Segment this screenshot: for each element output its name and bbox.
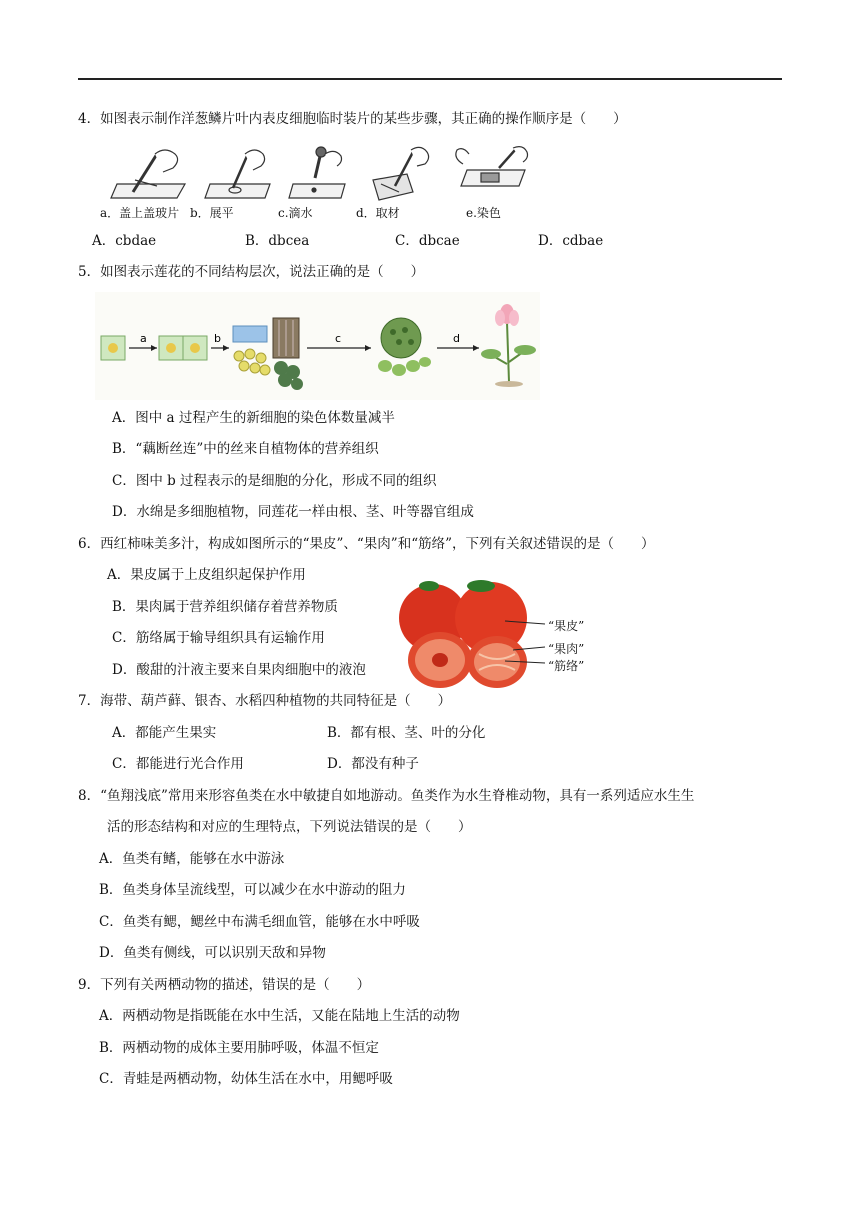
step-b-illustration xyxy=(205,150,270,198)
q9-option-a: A．两栖动物是指既能在水中生活，又能在陆地上生活的动物 xyxy=(99,1008,460,1024)
arrow-a-label: a xyxy=(140,332,147,345)
q5-option-c: C．图中 b 过程表示的是细胞的分化，形成不同的组织 xyxy=(112,473,437,489)
single-cell xyxy=(101,336,125,360)
q8-option-d: D．鱼类有侧线，可以识别天敌和异物 xyxy=(99,945,326,961)
q7-option-c: C．都能进行光合作用 xyxy=(112,756,244,772)
q7-option-a: A．都能产生果实 xyxy=(112,725,217,741)
q4-option-d: D．cdbae xyxy=(538,233,604,249)
q8-option-c: C．鱼类有鳃，鳃丝中布满毛细血管，能够在水中呼吸 xyxy=(99,914,420,930)
q8-option-b: B．鱼类身体呈流线型，可以减少在水中游动的阻力 xyxy=(99,882,406,898)
q4-step-e-label: e.染色 xyxy=(466,206,501,220)
step-e-illustration xyxy=(456,147,528,186)
q5-stem: 5．如图表示莲花的不同结构层次，说法正确的是（ ） xyxy=(78,264,425,280)
q6-option-d: D．酸甜的汁液主要来自果肉细胞中的液泡 xyxy=(112,662,366,678)
step-d-illustration xyxy=(373,147,429,200)
q9-option-c: C．青蛙是两栖动物，幼体生活在水中，用鳃呼吸 xyxy=(99,1071,393,1087)
q9-option-b: B．两栖动物的成体主要用肺呼吸，体温不恒定 xyxy=(99,1040,379,1056)
step-a-illustration xyxy=(111,150,185,198)
q4-stem: 4．如图表示制作洋葱鳞片叶内表皮细胞临时装片的某些步骤，其正确的操作顺序是（ ） xyxy=(78,111,627,127)
q5-option-a: A．图中 a 过程产生的新细胞的染色体数量减半 xyxy=(112,410,395,426)
q4-step-b-label: b．展平 xyxy=(190,206,234,220)
q7-stem: 7．海带、葫芦藓、银杏、水稻四种植物的共同特征是（ ） xyxy=(78,693,452,709)
q6-tomato-figure xyxy=(395,578,605,693)
arrow-b-label: b xyxy=(214,332,221,345)
q7-option-d: D．都没有种子 xyxy=(327,756,419,772)
q6-option-b: B．果肉属于营养组织储存着营养物质 xyxy=(112,599,338,615)
step-c-illustration xyxy=(289,147,345,198)
q6-label-peel: “果皮” xyxy=(548,619,585,633)
q6-stem: 6．西红柿味美多汁，构成如图所示的“果皮”、“果肉”和“筋络”，下列有关叙述错误的是（ ） xyxy=(78,536,655,552)
header-rule xyxy=(78,78,782,80)
arrow-c-label: c xyxy=(335,332,342,345)
q8-option-a: A．鱼类有鳍，能够在水中游泳 xyxy=(99,851,285,867)
two-cells xyxy=(159,336,207,360)
q6-option-a: A．果皮属于上皮组织起保护作用 xyxy=(107,567,306,583)
q6-option-c: C．筋络属于输导组织具有运输作用 xyxy=(112,630,325,646)
arrow-d-label: d xyxy=(453,332,460,345)
q5-option-b: B．“藕断丝连”中的丝来自植物体的营养组织 xyxy=(112,441,379,457)
q7-option-b: B．都有根、茎、叶的分化 xyxy=(327,725,486,741)
q6-label-vein: “筋络” xyxy=(548,659,585,673)
q4-option-a: A．cbdae xyxy=(92,233,157,249)
q6-label-flesh: “果肉” xyxy=(548,642,585,656)
q4-step-a-label: a．盖上盖玻片 xyxy=(100,206,180,220)
q8-stem-line1: 8．“鱼翔浅底”常用来形容鱼类在水中敏捷自如地游动。鱼类作为水生脊椎动物，具有一系列适应水生生 xyxy=(78,788,695,804)
q4-step-d-label: d．取材 xyxy=(356,206,400,220)
q4-option-b: B．dbcea xyxy=(245,233,310,249)
q4-option-c: C．dbcae xyxy=(395,233,460,249)
q5-lotus-levels-figure xyxy=(95,292,540,400)
q8-stem-line2: 活的形态结构和对应的生理特点，下列说法错误的是（ ） xyxy=(107,819,472,835)
q5-option-d: D．水绵是多细胞植物，同莲花一样由根、茎、叶等器官组成 xyxy=(112,504,474,520)
q9-stem: 9．下列有关两栖动物的描述，错误的是（ ） xyxy=(78,977,371,993)
q4-step-c-label: c.滴水 xyxy=(278,206,313,220)
